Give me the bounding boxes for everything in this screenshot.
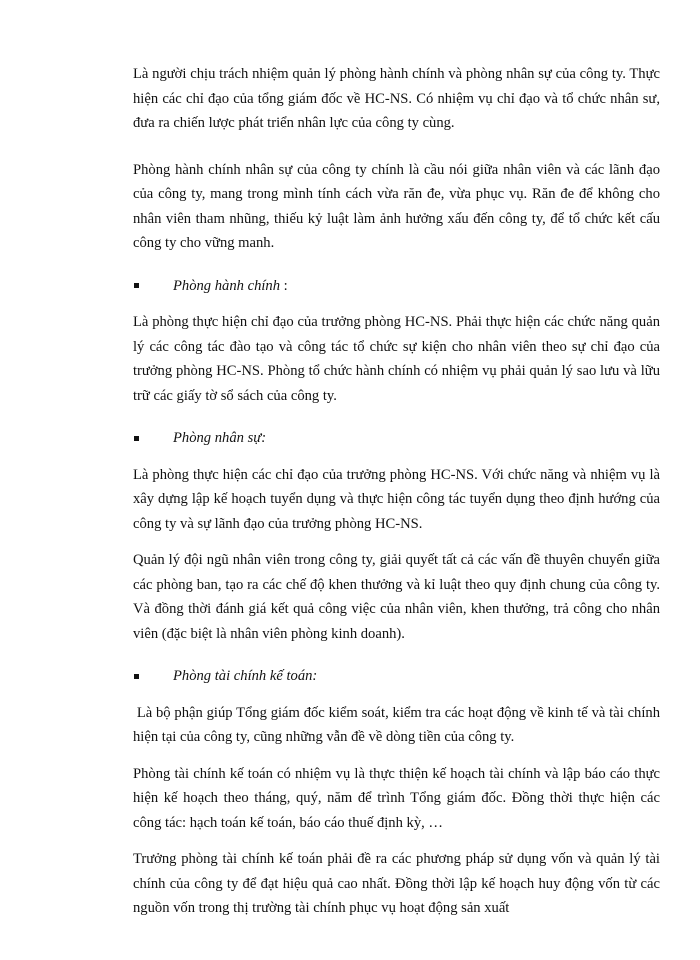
square-bullet-icon	[134, 436, 139, 441]
section-heading-tai-chinh-ke-toan	[133, 664, 660, 689]
section-title: Phòng nhân sự:	[173, 430, 267, 446]
tai-chinh-paragraph-2: Phòng tài chính kế toán có nhiệm vụ là thực thiện kế hoạch tài chính và lập báo cáo thực hiện kế hoạch theo tháng, quý, năm để trình Tổng giám đốc. Đồng thời thực hiện các công tác: hạch toán kế toán, báo cáo thuế định kỳ, …	[133, 765, 660, 831]
square-bullet-icon	[134, 674, 139, 679]
intro-paragraph-1: Là người chịu trách nhiệm quản lý phòng hành chính và phòng nhân sự của công ty. Thực hiện các chỉ đạo của tổng giám đốc về HC-NS. Có nhiệm vụ chỉ đạo và tổ chức nhân sư, đưa ra chiến lược phát triển nhân lực của công ty cùng.	[133, 66, 660, 131]
tai-chinh-paragraph-3: Trưởng phòng tài chính kế toán phải đề ra các phương pháp sử dụng vốn và quản lý tài chính của công ty để đạt hiệu quả cao nhất. Đồng thời lập kế hoạch huy động vốn từ các nguồn vốn trong thị trường tài chính phục vụ hoạt động sản xuất	[133, 851, 660, 916]
hanh-chinh-paragraph: Là phòng thực hiện chỉ đạo của trưởng phòng HC-NS. Phải thực hiện các chức năng quản lý các công tác đào tạo và công tác tổ chức sự kiện cho nhân viên theo sự chỉ đạo của trưởng phòng HC-NS. Phòng tổ chức hành chính có nhiệm vụ phải quản lý sao lưu và lữu trữ các giấy tờ sổ sách của công ty.	[133, 314, 660, 404]
tai-chinh-paragraph-1: Là bộ phận giúp Tổng giám đốc kiểm soát, kiểm tra các hoạt động về kinh tế và tài chính hiện tại của công ty, cũng những vẫn đề về dòng tiền của công ty.	[133, 704, 664, 745]
section-title: Phòng hành chính	[173, 277, 281, 294]
section-title-suffix: :	[280, 277, 288, 294]
section-heading-nhan-su	[133, 426, 660, 451]
square-bullet-icon	[134, 283, 139, 288]
document-page	[133, 62, 664, 921]
nhan-su-paragraph-1: Là phòng thực hiện các chỉ đạo của trưởng phòng HC-NS. Với chức năng và nhiệm vụ là xây dựng lập kế hoạch tuyển dụng và thực hiện công tác tuyển dụng theo định hướng của công ty và sự lãnh đạo của trưởng phòng HC-NS.	[133, 466, 660, 532]
section-title: Phòng tài chính kế toán:	[173, 668, 318, 684]
nhan-su-paragraph-2: Quản lý đội ngũ nhân viên trong công ty, giải quyết tất cả các vấn đề thuyên chuyển giữa các phòng ban, tạo ra các chế độ khen thưởng và kỉ luật theo quy định chung của công ty. Và đồng thời đánh giá kết quả công việc của nhân viên, khen thưởng, trả công cho nhân viên (đặc biệt là nhân viên phòng kinh doanh).	[133, 552, 660, 642]
intro-paragraph-2: Phòng hành chính nhân sự của công ty chính là cầu nói giữa nhân viên và các lãnh đạo của công ty, mang trong mình tính cách vừa răn đe, vừa phục vụ. Răn đe để không cho nhân viên tham nhũng, thiếu kỷ luật làm ảnh hưởng xấu đến công ty, để tổ chức kết cấu công ty cho vững manh.	[133, 161, 660, 251]
section-heading-hanh-chinh	[133, 274, 660, 299]
